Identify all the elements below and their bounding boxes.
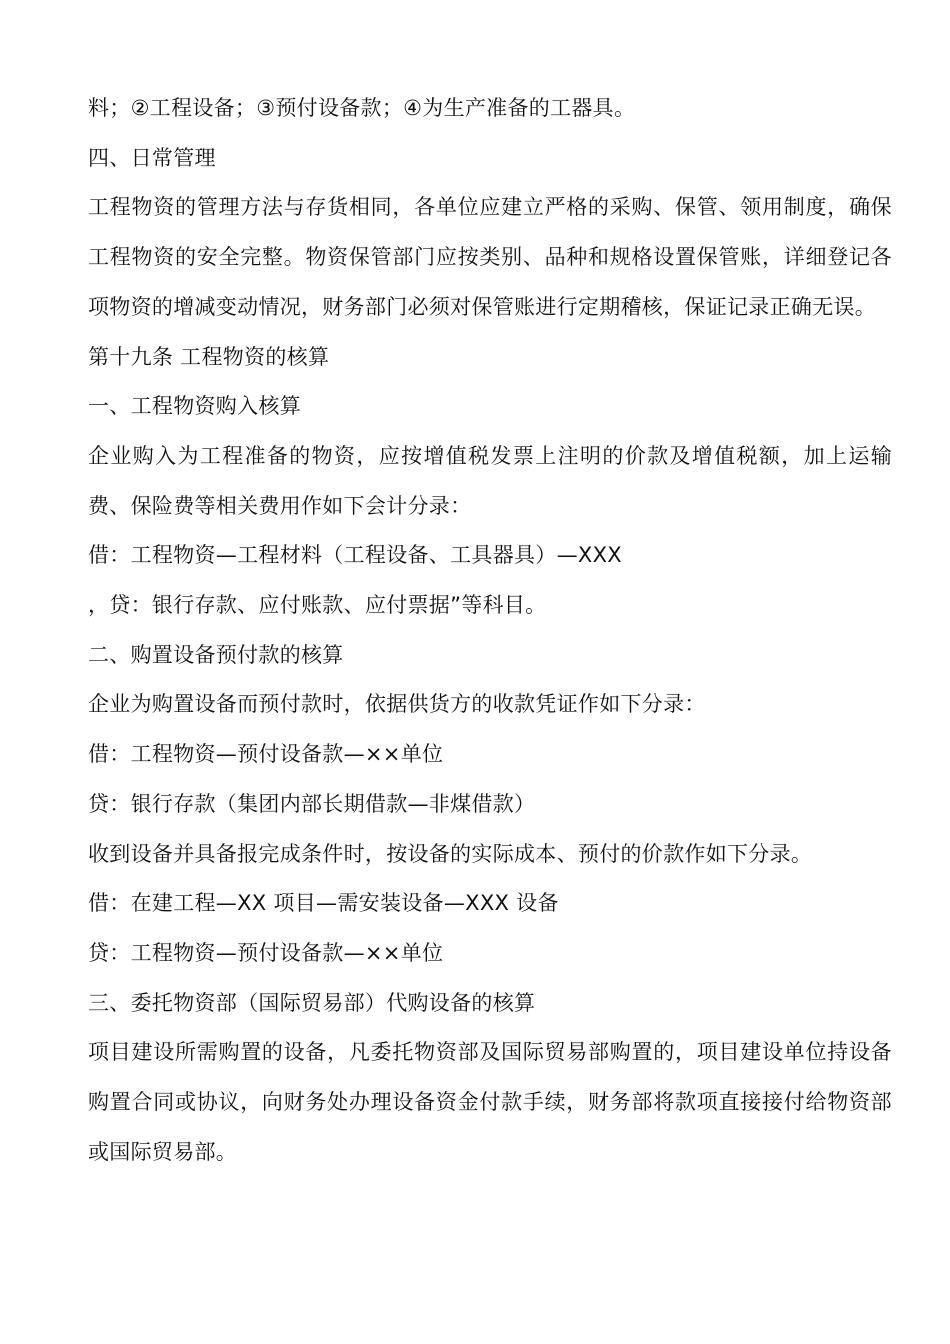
paragraph-equipment-received: 收到设备并具备报完成条件时，按设备的实际成本、预付的价款作如下分录。 [88,841,813,866]
paragraph-prepayment-entry: 企业为购置设备而预付款时，依据供货方的收款凭证作如下分录： [88,692,706,717]
article-19-title: 第十九条 工程物资的核算 [88,344,330,369]
paragraph-continuation-items: 料；②工程设备；③预付设备款；④为生产准备的工器具。 [88,96,636,120]
paragraph-purchase-entry: 企业购入为工程准备的物资，应按增值税发票上注明的价款及增值税额，加上运输费、保险费等相关费用作如下会计分录： [88,443,892,518]
heading-daily-management: 四、日常管理 [88,145,216,170]
entry-credit-prepayment: 贷：工程物资—预付设备款—××单位 [88,940,444,965]
entry-debit-prepayment: 借：工程物资—预付设备款—××单位 [88,742,444,767]
entry-debit-construction: 借：在建工程—XX 项目—需安装设备—XXX 设备 [88,891,559,916]
entry-credit-bank-loan: 贷：银行存款（集团内部长期借款—非煤借款） [88,791,536,816]
entry-credit-bank: ，贷：银行存款、应付账款、应付票据”等科目。 [88,593,547,618]
paragraph-entrusted-purchase: 项目建设所需购置的设备，凡委托物资部及国际贸易部购置的，项目建设单位持设备购置合同或协议，向财务处办理设备资金付款手续，财务部将款项直接接付给物资部或国际贸易部。 [88,1040,892,1164]
entry-debit-materials: 借：工程物资—工程材料（工程设备、工具器具）—XXX [88,543,622,568]
heading-entrusted-purchase: 三、委托物资部（国际贸易部）代购设备的核算 [88,990,536,1015]
heading-purchase-accounting: 一、工程物资购入核算 [88,394,301,419]
document-body [88,84,892,1177]
heading-prepayment-accounting: 二、购置设备预付款的核算 [88,642,344,667]
paragraph-management-method: 工程物资的管理方法与存货相同，各单位应建立严格的采购、保管、领用制度，确保工程物资的安全完整。物资保管部门应按类别、品种和规格设置保管账，详细登记各项物资的增减变动情况，财务部门必须对保管账进行定期稽核，保证记录正确无误。 [88,195,892,319]
